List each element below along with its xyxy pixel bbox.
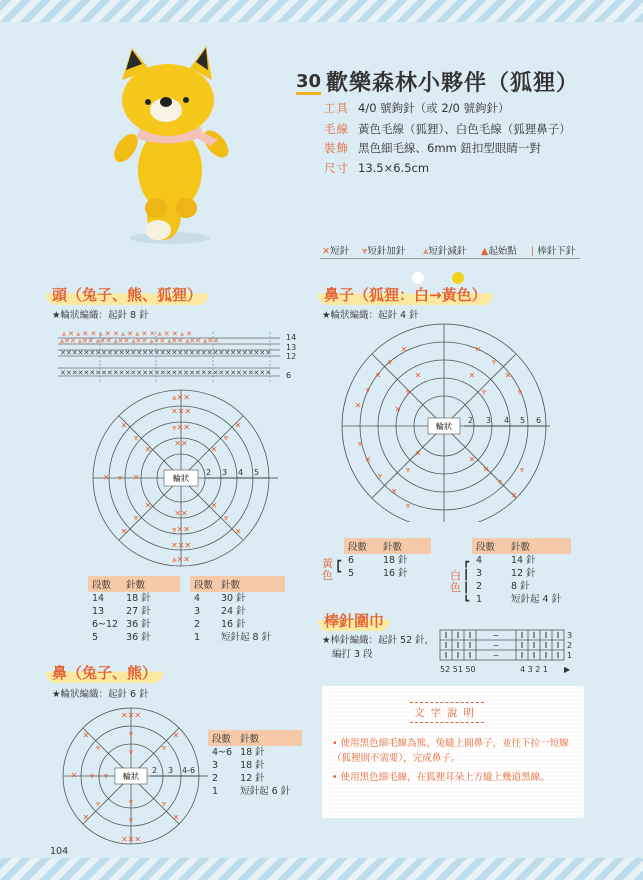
spec-value: 13.5×6.5cm (358, 161, 430, 175)
svg-text:✕: ✕ (390, 487, 398, 496)
svg-text:⩔: ⩔ (357, 439, 363, 448)
spec-key: 尺寸 (324, 161, 349, 175)
svg-text:⩔: ⩔ (405, 465, 411, 474)
scarf-note-2: 編打 3 段 (332, 649, 373, 660)
nose-fox-yellow-table (344, 538, 431, 580)
svg-text:⩔: ⩔ (223, 513, 229, 522)
ring-label: 4 (238, 468, 244, 477)
start-icon: ▲ (481, 246, 489, 257)
svg-text:✕: ✕ (120, 421, 128, 430)
row-label: 13 (286, 343, 297, 352)
svg-text:✕: ✕ (120, 527, 128, 536)
svg-text:✕: ✕ (400, 345, 408, 354)
page-number: 104 (50, 846, 69, 857)
spec-value: 黃色毛線（狐狸）、白色毛線（狐狸鼻子） (358, 122, 571, 136)
svg-text:✕: ✕ (414, 449, 422, 458)
table-cell: 12 針 (240, 773, 265, 784)
pattern-number: 30 (296, 72, 321, 95)
svg-text:⩔: ⩔ (497, 477, 503, 486)
svg-text:⩔: ⩔ (95, 799, 101, 808)
table-cell: 16 針 (383, 568, 408, 579)
table-cell: 短針起 6 針 (240, 786, 291, 797)
svg-text:✕: ✕ (102, 473, 110, 482)
spec-key: 毛線 (324, 122, 349, 136)
table-cell: 5 (348, 568, 355, 579)
table-cell: 6 (348, 555, 355, 566)
svg-text:✕: ✕ (374, 371, 382, 380)
ring-label: 2 (206, 468, 212, 477)
nose-fox-round-chart (338, 322, 568, 522)
spec-value: 黑色細毛線、6mm 鈕扣型眼睛一對 (358, 141, 541, 155)
svg-text:✕: ✕ (82, 731, 90, 740)
table-cell: 16 針 (221, 619, 246, 630)
svg-text:⩔✕✕: ⩔✕✕ (172, 423, 190, 432)
svg-text:✕✕: ✕✕ (174, 439, 188, 448)
svg-text:⩔: ⩔ (89, 771, 95, 780)
svg-text:✕✕✕✕✕✕✕✕✕✕✕✕✕✕✕✕✕✕✕✕✕✕✕✕✕✕✕✕✕✕: ✕✕✕✕✕✕✕✕✕✕✕✕✕✕✕✕✕✕✕✕✕✕✕✕✕✕✕✕✕✕✕✕✕✕✕✕ (60, 349, 272, 357)
table-header: 針數 (499, 538, 571, 554)
svg-text:✕: ✕ (144, 445, 152, 454)
row-label: 6 (286, 371, 292, 380)
ring-label: 4-6 (182, 766, 196, 775)
spec-decoration (324, 140, 541, 156)
svg-text:⩔: ⩔ (128, 747, 134, 756)
ring-label: 3 (222, 468, 228, 477)
col-label-left: 52 51 50 (440, 665, 476, 674)
ring-label: 2 (468, 416, 474, 425)
legend-sc (322, 243, 349, 257)
svg-text:⩔: ⩔ (128, 729, 134, 738)
yellow-color-label: 黃色 (322, 557, 333, 582)
ring-label: 3 (168, 766, 174, 775)
svg-text:✕: ✕ (504, 371, 512, 380)
nose-bear-round-chart (56, 702, 216, 852)
svg-text:✕: ✕ (70, 771, 78, 780)
svg-text:⩓ ✕ ⩓ ✕ ✕ ⩓ ✕ ✕ ⩓ ✕ ⩓ ✕ ✕ ⩓ ✕: ⩓ ✕ ⩓ ✕ ✕ ⩓ ✕ ✕ ⩓ ✕ ⩓ ✕ ✕ ⩓ ✕ ✕ ⩓ ✕ (62, 330, 192, 338)
table-cell: 3 (194, 606, 201, 617)
svg-text:⩔: ⩔ (491, 357, 497, 366)
spec-yarn (324, 121, 571, 137)
row-label: 12 (286, 352, 297, 361)
svg-text:✕✕✕: ✕✕✕ (120, 835, 142, 844)
svg-text:✕: ✕ (210, 445, 218, 454)
svg-text:⩔: ⩔ (161, 799, 167, 808)
yellow-bracket: ┏ ┗ (335, 556, 342, 578)
svg-text:✕: ✕ (132, 473, 140, 482)
svg-text:⩔: ⩔ (387, 357, 393, 366)
table-cell: 27 針 (126, 606, 151, 617)
section-title-head: 頭（兔子、熊、狐狸） (46, 284, 208, 305)
table-cell: 1 (212, 786, 219, 797)
svg-text:✕✕✕: ✕✕✕ (170, 407, 192, 416)
svg-text:✕: ✕ (354, 401, 362, 410)
row-label: 14 (286, 333, 297, 342)
svg-text:✕: ✕ (364, 455, 372, 464)
section-title-nose-bear: 鼻（兔子、熊） (46, 662, 163, 683)
table-header: 針數 (122, 576, 180, 592)
round-center-label: 輪狀 (436, 422, 452, 431)
svg-text:✕: ✕ (172, 731, 180, 740)
section-title-scarf: 棒針圍巾 (318, 610, 390, 631)
svg-text:~: ~ (492, 651, 500, 660)
svg-text:~: ~ (492, 641, 500, 650)
table-cell: 30 針 (221, 593, 246, 604)
text-explanation-box (322, 686, 584, 818)
svg-text:⩔: ⩔ (481, 387, 487, 396)
table-cell: 4~6 (212, 747, 233, 758)
post-icon: | (531, 246, 535, 257)
head-count-table-1 (88, 576, 180, 644)
table-cell: 14 針 (511, 555, 536, 566)
legend-label: 短針加針 (367, 246, 406, 257)
dec-icon: ⩓ (423, 246, 429, 257)
page-title: 歡樂森林小夥伴（狐狸） (326, 71, 580, 96)
legend-dec (423, 243, 466, 257)
legend-divider (320, 258, 580, 259)
table-header: 段數 (190, 576, 217, 592)
ring-label: 2 (152, 766, 158, 775)
bottom-stripe-border (0, 858, 643, 880)
white-color-label: 白色 (450, 569, 461, 594)
sc-icon: ✕ (322, 246, 330, 257)
svg-text:⩔: ⩔ (133, 513, 139, 522)
svg-text:✕: ✕ (474, 345, 482, 354)
svg-text:✕✕✕: ✕✕✕ (120, 711, 142, 720)
nose-bear-count-table (208, 730, 302, 798)
head-note: ★輪狀編織：起針 8 針 (52, 310, 149, 321)
svg-text:⩓✕✕: ⩓✕✕ (172, 393, 190, 402)
svg-text:⩓✕✕ ⩓✕✕ ⩓✕✕ ⩓✕✕ ⩓✕✕ ⩓✕✕ ⩓✕✕ ⩓✕: ⩓✕✕ ⩓✕✕ ⩓✕✕ ⩓✕✕ ⩓✕✕ ⩓✕✕ ⩓✕✕ ⩓✕✕ ⩓✕✕ (60, 337, 219, 345)
svg-text:✕: ✕ (234, 527, 242, 536)
table-header: 針數 (217, 576, 285, 592)
text-box-heading: 文字說明 (410, 702, 484, 723)
nose-bear-note: ★輪狀編織：起針 6 針 (52, 689, 149, 700)
table-cell: 1 (194, 632, 201, 643)
svg-text:✕: ✕ (144, 501, 152, 510)
head-row-chart (58, 324, 303, 382)
table-cell: 5 (92, 632, 99, 643)
svg-text:⩔: ⩔ (117, 473, 123, 482)
ring-label: 5 (254, 468, 260, 477)
inc-icon: ⩔ (362, 246, 368, 257)
text-item-2: • 使用黑色細毛線，在狐狸耳朵上方縫上幾道黑線。 (332, 772, 550, 783)
svg-text:⩔: ⩔ (519, 465, 525, 474)
svg-text:⩔: ⩔ (161, 743, 167, 752)
row-label: 2 (567, 641, 573, 650)
spec-key: 工具 (324, 101, 349, 115)
svg-text:⩔: ⩔ (95, 743, 101, 752)
scarf-knit-chart (438, 626, 578, 676)
table-header: 段數 (208, 730, 236, 746)
table-cell: 12 針 (511, 568, 536, 579)
row-label: 1 (567, 651, 573, 660)
table-cell: 4 (194, 593, 201, 604)
table-cell: 4 (476, 555, 483, 566)
table-header: 針數 (371, 538, 431, 554)
svg-text:✕: ✕ (394, 405, 402, 414)
head-round-chart (86, 388, 286, 568)
legend-label: 棒針下針 (537, 246, 576, 257)
table-cell: 短針起 8 針 (221, 632, 272, 643)
table-cell: 36 針 (126, 619, 151, 630)
svg-text:⩔: ⩔ (377, 471, 383, 480)
table-cell: 1 (476, 594, 483, 605)
table-cell: 18 針 (240, 747, 265, 758)
legend-start (481, 243, 517, 257)
svg-text:⩔: ⩔ (103, 771, 109, 780)
fox-amigurumi-photo (92, 40, 242, 250)
svg-text:⩔✕✕: ⩔✕✕ (172, 525, 190, 534)
svg-text:✕✕✕: ✕✕✕ (170, 541, 192, 550)
svg-text:✕: ✕ (482, 465, 490, 474)
legend-post (531, 243, 575, 257)
svg-text:⩔: ⩔ (405, 387, 411, 396)
table-cell: 14 (92, 593, 105, 604)
head-count-table-2 (190, 576, 285, 644)
table-header: 段數 (344, 538, 371, 554)
legend-label: 短針減針 (428, 246, 467, 257)
svg-text:⩔: ⩔ (133, 433, 139, 442)
text-item-content: 使用黑色細毛線為熊、兔縫上圓鼻子，並往下拉一短線（狐狸則不需要），完成鼻子。 (332, 738, 569, 764)
svg-text:⩔: ⩔ (405, 501, 411, 510)
section-title-nose-fox: 鼻子（狐狸：白→黃色） (318, 284, 493, 305)
round-center-label: 輪狀 (123, 772, 139, 781)
white-bracket: ┏ ┃ ┃ ┗ (463, 557, 470, 607)
svg-text:⩔: ⩔ (223, 433, 229, 442)
svg-text:✕: ✕ (82, 813, 90, 822)
svg-text:✕: ✕ (468, 455, 476, 464)
svg-text:✕: ✕ (510, 491, 518, 500)
svg-text:✕✕✕✕✕✕✕✕✕✕✕✕✕✕✕✕✕✕✕✕✕✕✕✕✕✕✕✕✕✕: ✕✕✕✕✕✕✕✕✕✕✕✕✕✕✕✕✕✕✕✕✕✕✕✕✕✕✕✕✕✕✕✕✕✕✕✕ (60, 369, 272, 377)
table-cell: 18 針 (383, 555, 408, 566)
table-cell: 6~12 (92, 619, 119, 630)
spec-tools (324, 100, 509, 116)
text-item-1: • 使用黑色細毛線為熊、兔縫上圓鼻子，並往下拉一短線（狐狸則不需要），完成鼻子。 (332, 738, 569, 764)
svg-text:✕✕: ✕✕ (174, 509, 188, 518)
table-header: 針數 (236, 730, 302, 746)
spec-value: 4/0 號鉤針（或 2/0 號鉤針） (358, 101, 510, 115)
legend-label: 起始點 (488, 246, 517, 257)
table-cell: 18 針 (126, 593, 151, 604)
table-header: 段數 (472, 538, 499, 554)
round-center-label: 輪狀 (173, 474, 189, 483)
svg-text:▶: ▶ (564, 665, 571, 674)
table-cell: 3 (212, 760, 219, 771)
svg-text:⩔: ⩔ (365, 385, 371, 394)
table-cell: 24 針 (221, 606, 246, 617)
ring-label: 5 (520, 416, 526, 425)
spec-size (324, 160, 429, 176)
svg-text:⩔: ⩔ (517, 387, 523, 396)
row-label: 3 (567, 631, 573, 640)
table-header: 段數 (88, 576, 122, 592)
scarf-note-1: ★棒針編織：起針 52 針， (322, 635, 435, 646)
table-cell: 2 (194, 619, 201, 630)
svg-text:⩓✕✕: ⩓✕✕ (172, 555, 190, 564)
spec-key: 裝飾 (324, 141, 349, 155)
table-cell: 8 針 (511, 581, 530, 592)
svg-text:~: ~ (492, 631, 500, 640)
table-cell: 3 (476, 568, 483, 579)
table-cell: 18 針 (240, 760, 265, 771)
svg-text:⩔: ⩔ (128, 815, 134, 824)
table-cell: 2 (212, 773, 219, 784)
svg-text:⩔: ⩔ (128, 797, 134, 806)
table-cell: 2 (476, 581, 483, 592)
svg-text:✕: ✕ (172, 813, 180, 822)
ring-label: 3 (486, 416, 492, 425)
table-cell: 短針起 4 針 (511, 594, 562, 605)
ring-label: 4 (504, 416, 510, 425)
svg-text:✕: ✕ (468, 371, 476, 380)
svg-text:✕: ✕ (234, 421, 242, 430)
top-stripe-border (0, 0, 643, 22)
ring-label: 6 (536, 416, 542, 425)
nose-fox-note: ★輪狀編織：起針 4 針 (322, 310, 419, 321)
table-cell: 36 針 (126, 632, 151, 643)
text-item-content: 使用黑色細毛線，在狐狸耳朵上方縫上幾道黑線。 (340, 772, 550, 783)
svg-text:✕: ✕ (210, 501, 218, 510)
legend-inc (362, 243, 405, 257)
col-label-right: 4 3 2 1 (520, 665, 548, 674)
table-cell: 13 (92, 606, 105, 617)
legend-label: 短針 (329, 246, 349, 257)
svg-text:✕: ✕ (414, 371, 422, 380)
nose-fox-white-table (472, 538, 571, 606)
